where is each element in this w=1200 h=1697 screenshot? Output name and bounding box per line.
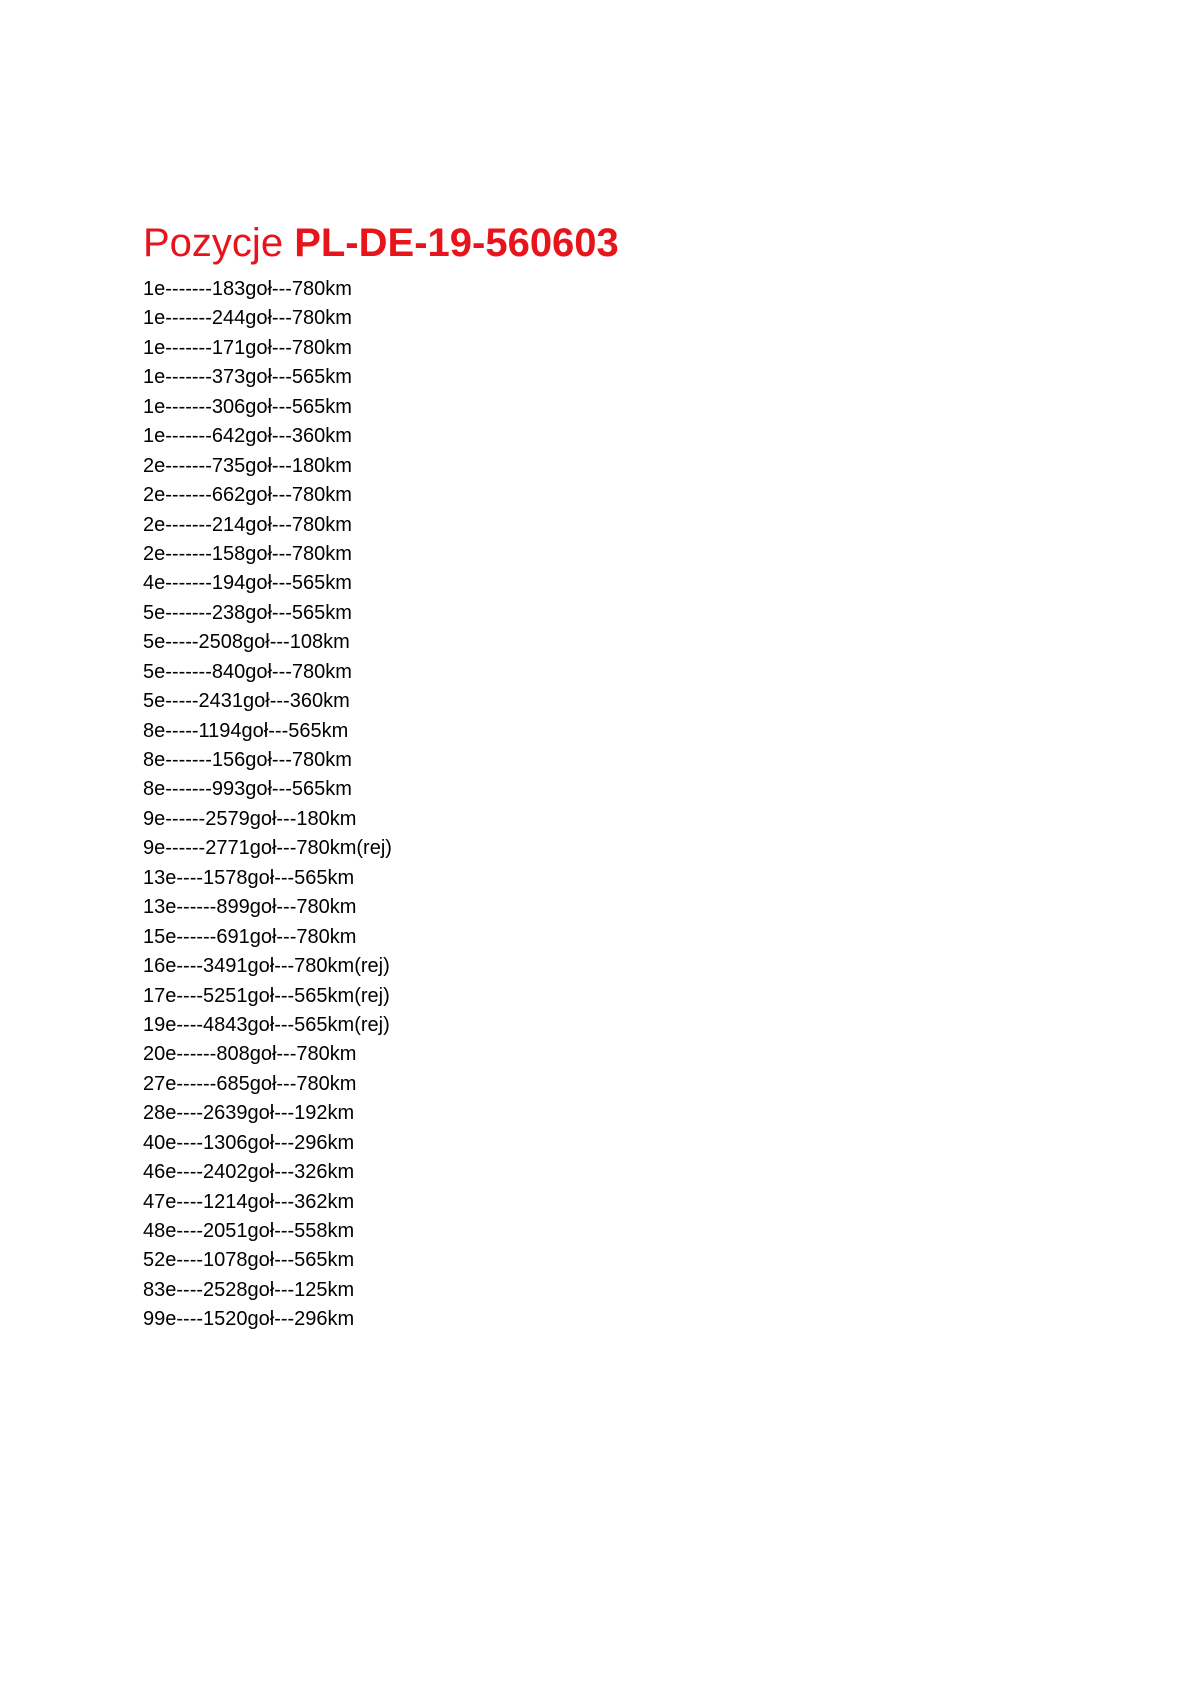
result-row: 20e------808goł---780km [143,1043,357,1066]
result-row: 13e----1578goł---565km [143,866,355,889]
result-row: 5e-----2431goł---360km [143,690,350,713]
result-row: 9e------2771goł---780km(rej) [143,837,392,860]
result-row: 16e----3491goł---780km(rej) [143,955,390,978]
result-row: 13e------899goł---780km [143,896,357,919]
result-row: 28e----2639goł---192km [143,1102,355,1125]
result-row: 2e-------214goł---780km [143,513,352,536]
result-row: 1e-------171goł---780km [143,336,352,359]
result-row: 4e-------194goł---565km [143,572,352,595]
result-row: 9e------2579goł---180km [143,807,357,830]
result-row: 17e----5251goł---565km(rej) [143,984,390,1007]
result-row: 99e----1520goł---296km [143,1308,355,1331]
result-row: 1e-------373goł---565km [143,366,352,389]
result-row: 83e----2528goł---125km [143,1278,355,1301]
result-row: 1e-------642goł---360km [143,425,352,448]
result-row: 46e----2402goł---326km [143,1161,355,1184]
title-code: PL-DE-19-560603 [294,221,619,265]
result-row: 19e----4843goł---565km(rej) [143,1013,390,1036]
result-row: 52e----1078goł---565km [143,1249,355,1272]
result-row: 8e-------156goł---780km [143,749,352,771]
results-list [143,275,392,1335]
document-title [143,218,619,268]
result-row: 5e-------840goł---780km [143,660,352,683]
result-row: 15e------691goł---780km [143,925,357,948]
result-row: 47e----1214goł---362km [143,1190,355,1213]
result-row: 48e----2051goł---558km [143,1220,355,1242]
result-row: 2e-------735goł---180km [143,454,352,477]
result-row: 5e-------238goł---565km [143,601,352,624]
result-row: 8e-------993goł---565km [143,778,352,801]
result-row: 27e------685goł---780km [143,1072,357,1095]
result-row: 2e-------662goł---780km [143,484,352,507]
result-row: 1e-------244goł---780km [143,307,352,330]
result-row: 2e-------158goł---780km [143,542,352,565]
result-row: 1e-------183goł---780km [143,278,352,300]
result-row: 5e-----2508goł---108km [143,631,350,654]
result-row: 1e-------306goł---565km [143,395,352,418]
result-row: 40e----1306goł---296km [143,1131,355,1154]
result-row: 8e-----1194goł---565km [143,719,349,742]
title-prefix: Pozycje [143,221,284,265]
